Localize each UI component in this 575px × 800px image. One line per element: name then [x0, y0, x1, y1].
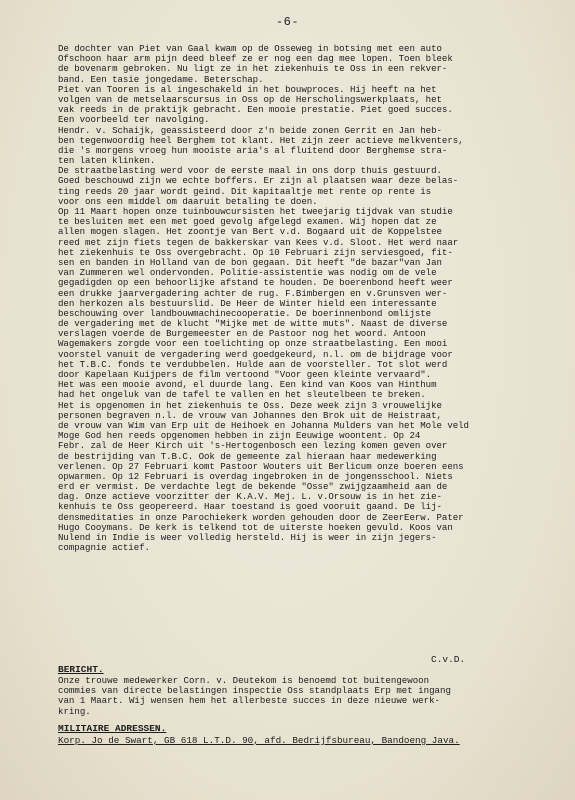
bericht-body — [58, 676, 563, 717]
military-address: Korp. Jo de Swart, GB 618 L.T.D. 90, afd. Bedrijfsbureau, Bandoeng Java. — [58, 735, 460, 746]
signature: C.v.D. — [431, 654, 466, 665]
body-line: Een voorbeeld ter navolging. — [58, 114, 210, 126]
body-line: beschouwing over landbouwmachinecooperatie. De boerinnenbond omlijste — [58, 307, 432, 319]
body-line: Piet van Tooren is al ingeschakeld in het bouwproces. Hij heeft na het — [58, 83, 437, 95]
body-line: de vrouw van Wim van Erp uit de Heihoek en Johanna Mulders van het Mole veld — [58, 419, 469, 431]
body-line: verlenen. Op 27 Februari komt Pastoor Wouters uit Berlicum onze boeren eens — [58, 460, 464, 472]
body-line: had het ongeluk van de tafel te vallen en het sleutelbeen te breken. — [58, 389, 426, 401]
body-line: De straatbelasting werd voor de eerste maal in ons dorp thuis gestuurd. — [58, 165, 442, 177]
body-line: door Kapelaan Kuijpers de film vertoond "Voor geen kleinte vervaard". — [58, 369, 432, 380]
body-line: Moge God hen reeds opgenomen hebben in zijn Eeuwige woontent. Op 24 — [58, 430, 421, 442]
body-line: die 's morgens vroeg hun mooiste aria's al fluitend door Berghemse stra- — [58, 144, 448, 156]
body-line: ting reeds 20 jaar wordt geind. Dit kapitaaltje met rente op rente is — [58, 185, 432, 197]
body-line: densmeditaties in onze Parochiekerk worden gehouden door de ZeerEerw. Pater — [58, 511, 464, 523]
body-line: Nulend in Indie is weer volledig hersteld. Hij is weer in zijn jegers- — [58, 532, 437, 543]
body-line: Wagemakers zorgde voor een toelichting op onze straatbelasting. Een mooi — [58, 338, 448, 350]
body-line: dag. Onze actieve voorzitter der K.A.V. Mej. L. v.Orsouw is in het zie- — [58, 491, 442, 503]
body-line: den herkozen als bestuurslid. De Heer de Winter hield een interessante — [58, 297, 437, 309]
body-line: Goed beschouwd zijn we echte boffers. Er zijn al plaatsen waar deze belas- — [58, 175, 459, 187]
body-line: een drukke jaarvergadering achter de rug. F.Bimbergen en v.Grunsven wer- — [58, 287, 448, 299]
body-line: de bestrijding van T.B.C. Ook de gemeente zal hieraan haar medewerking — [58, 450, 437, 462]
body-line: voorstel vanuit de vergadering werd goedgekeurd, n.l. om de bijdrage voor — [58, 348, 453, 360]
bericht-line: commies van directe belastingen inspectie Oss standplaats Erp met ingang — [58, 685, 451, 697]
body-line: het T.B.C. fonds te verdubbelen. Hulde aan de voorsteller. Tot slot werd — [58, 358, 448, 370]
body-line: allen mogen slagen. Het zoontje van Bert v.d. Bogaard uit de Koppelstee — [58, 226, 442, 238]
bericht-heading: BERICHT. — [58, 664, 104, 675]
body-line: het ziekenhuis te Oss overgebracht. Op 10 Februari zijn serviesgoed, fit- — [58, 246, 453, 258]
body-line: compagnie actief. — [58, 542, 150, 554]
bericht-line: Onze trouwe medewerker Corn. v. Deutekom is benoemd tot buitengewoon — [58, 675, 430, 686]
body-line: verslagen voerde de Burgemeester en de Pastoor nog het woord. Antoon — [58, 328, 426, 340]
body-line: De dochter van Piet van Gaal kwam op de Osseweg in botsing met een auto — [58, 44, 442, 54]
body-line: personen begraven n.l. de vrouw van Johannes den Brok uit de Heistraat, — [58, 409, 442, 421]
body-line: Hugo Cooymans. De kerk is telkend tot de uiterste hoeken gevuld. Koos van — [58, 521, 453, 533]
body-line: Ofschoon haar arm pijn deed bleef ze er nog een dag mee lopen. Toen bleek — [58, 53, 453, 65]
body-line: Het is opgenomen in het ziekenhuis te Oss. Deze week zijn 3 vrouwelijke — [58, 399, 442, 411]
body-line: Febr. zal de Heer Kirch uit 's-Hertogenbosch een lezing komen geven over — [58, 440, 448, 452]
body-line: Op 11 Maart hopen onze tuinbouwcursisten het tweejarig tijdvak van studie — [58, 206, 453, 217]
bericht-line: van 1 Maart. Wij wensen hem het allerbeste succes in deze nieuwe werk- — [58, 695, 440, 707]
body-line: volgen van de metselaarscursus in Oss op de Herscholingswerkplaats, het — [58, 93, 442, 105]
body-line: te besluiten met een met goed gevolg afgelegd examen. Wij hopen dat ze — [58, 216, 437, 228]
body-line: ten laten klinken. — [58, 155, 156, 167]
body-line: vak reeds in de praktijk gebracht. Een mooie prestatie. Piet goed succes. — [58, 104, 453, 116]
body-line: kenhuis te Oss geopereerd. Haar toestand is goed vooruit gaand. De lij- — [58, 501, 442, 513]
bericht-line: kring. — [58, 705, 91, 717]
body-line: reed met zijn fiets tegen de bakkerskar van Kees v.d. Sloot. Het werd naar — [58, 236, 459, 248]
body-line: ben tegenwoordig heel Berghem tot klant. Het zijn zeer actieve melkventers, — [58, 134, 464, 146]
body-line: de vergadering met de klucht "Mijke met de witte muts". Naast de diverse — [58, 318, 448, 330]
body-line: band. Een tasie jongedame. Beterschap. — [58, 73, 264, 85]
body-line: gegadigden op een behoorlijke afstand te houden. De boerenbond heeft weer — [58, 277, 453, 289]
page-number: -6- — [275, 15, 300, 29]
body-line: Het was een mooie avond, el duurde lang. Een kind van Koos van Hinthum — [58, 379, 437, 391]
body-line: Hendr. v. Schaijk, geassisteerd door z'n beide zonen Gerrit en Jan heb- — [58, 124, 442, 136]
militaire-heading: MILITAIRE ADRESSEN. — [58, 723, 167, 734]
body-line: de bovenarm gebroken. Nu ligt ze in het ziekenhuis te Oss in een rekver- — [58, 63, 448, 75]
body-line: voor ons een middel om daaruit betaling te doen. — [58, 195, 318, 207]
body-line: van Zummeren wel ondervonden. Politie-assistentie was nodig om de vele — [58, 267, 437, 279]
body-line: opwarmen. Op 12 Februari is overdag ingebroken in de jongensschool. Niets — [58, 470, 453, 482]
body-line: sen en banden in Holland van de bon gegaan. Dit heeft "de bazar"van Jan — [58, 256, 442, 268]
body-text — [58, 44, 563, 553]
body-line: erd er vermist. De verdachte legt de bekende "Osse" zwijgzaamheid aan de — [58, 481, 448, 493]
